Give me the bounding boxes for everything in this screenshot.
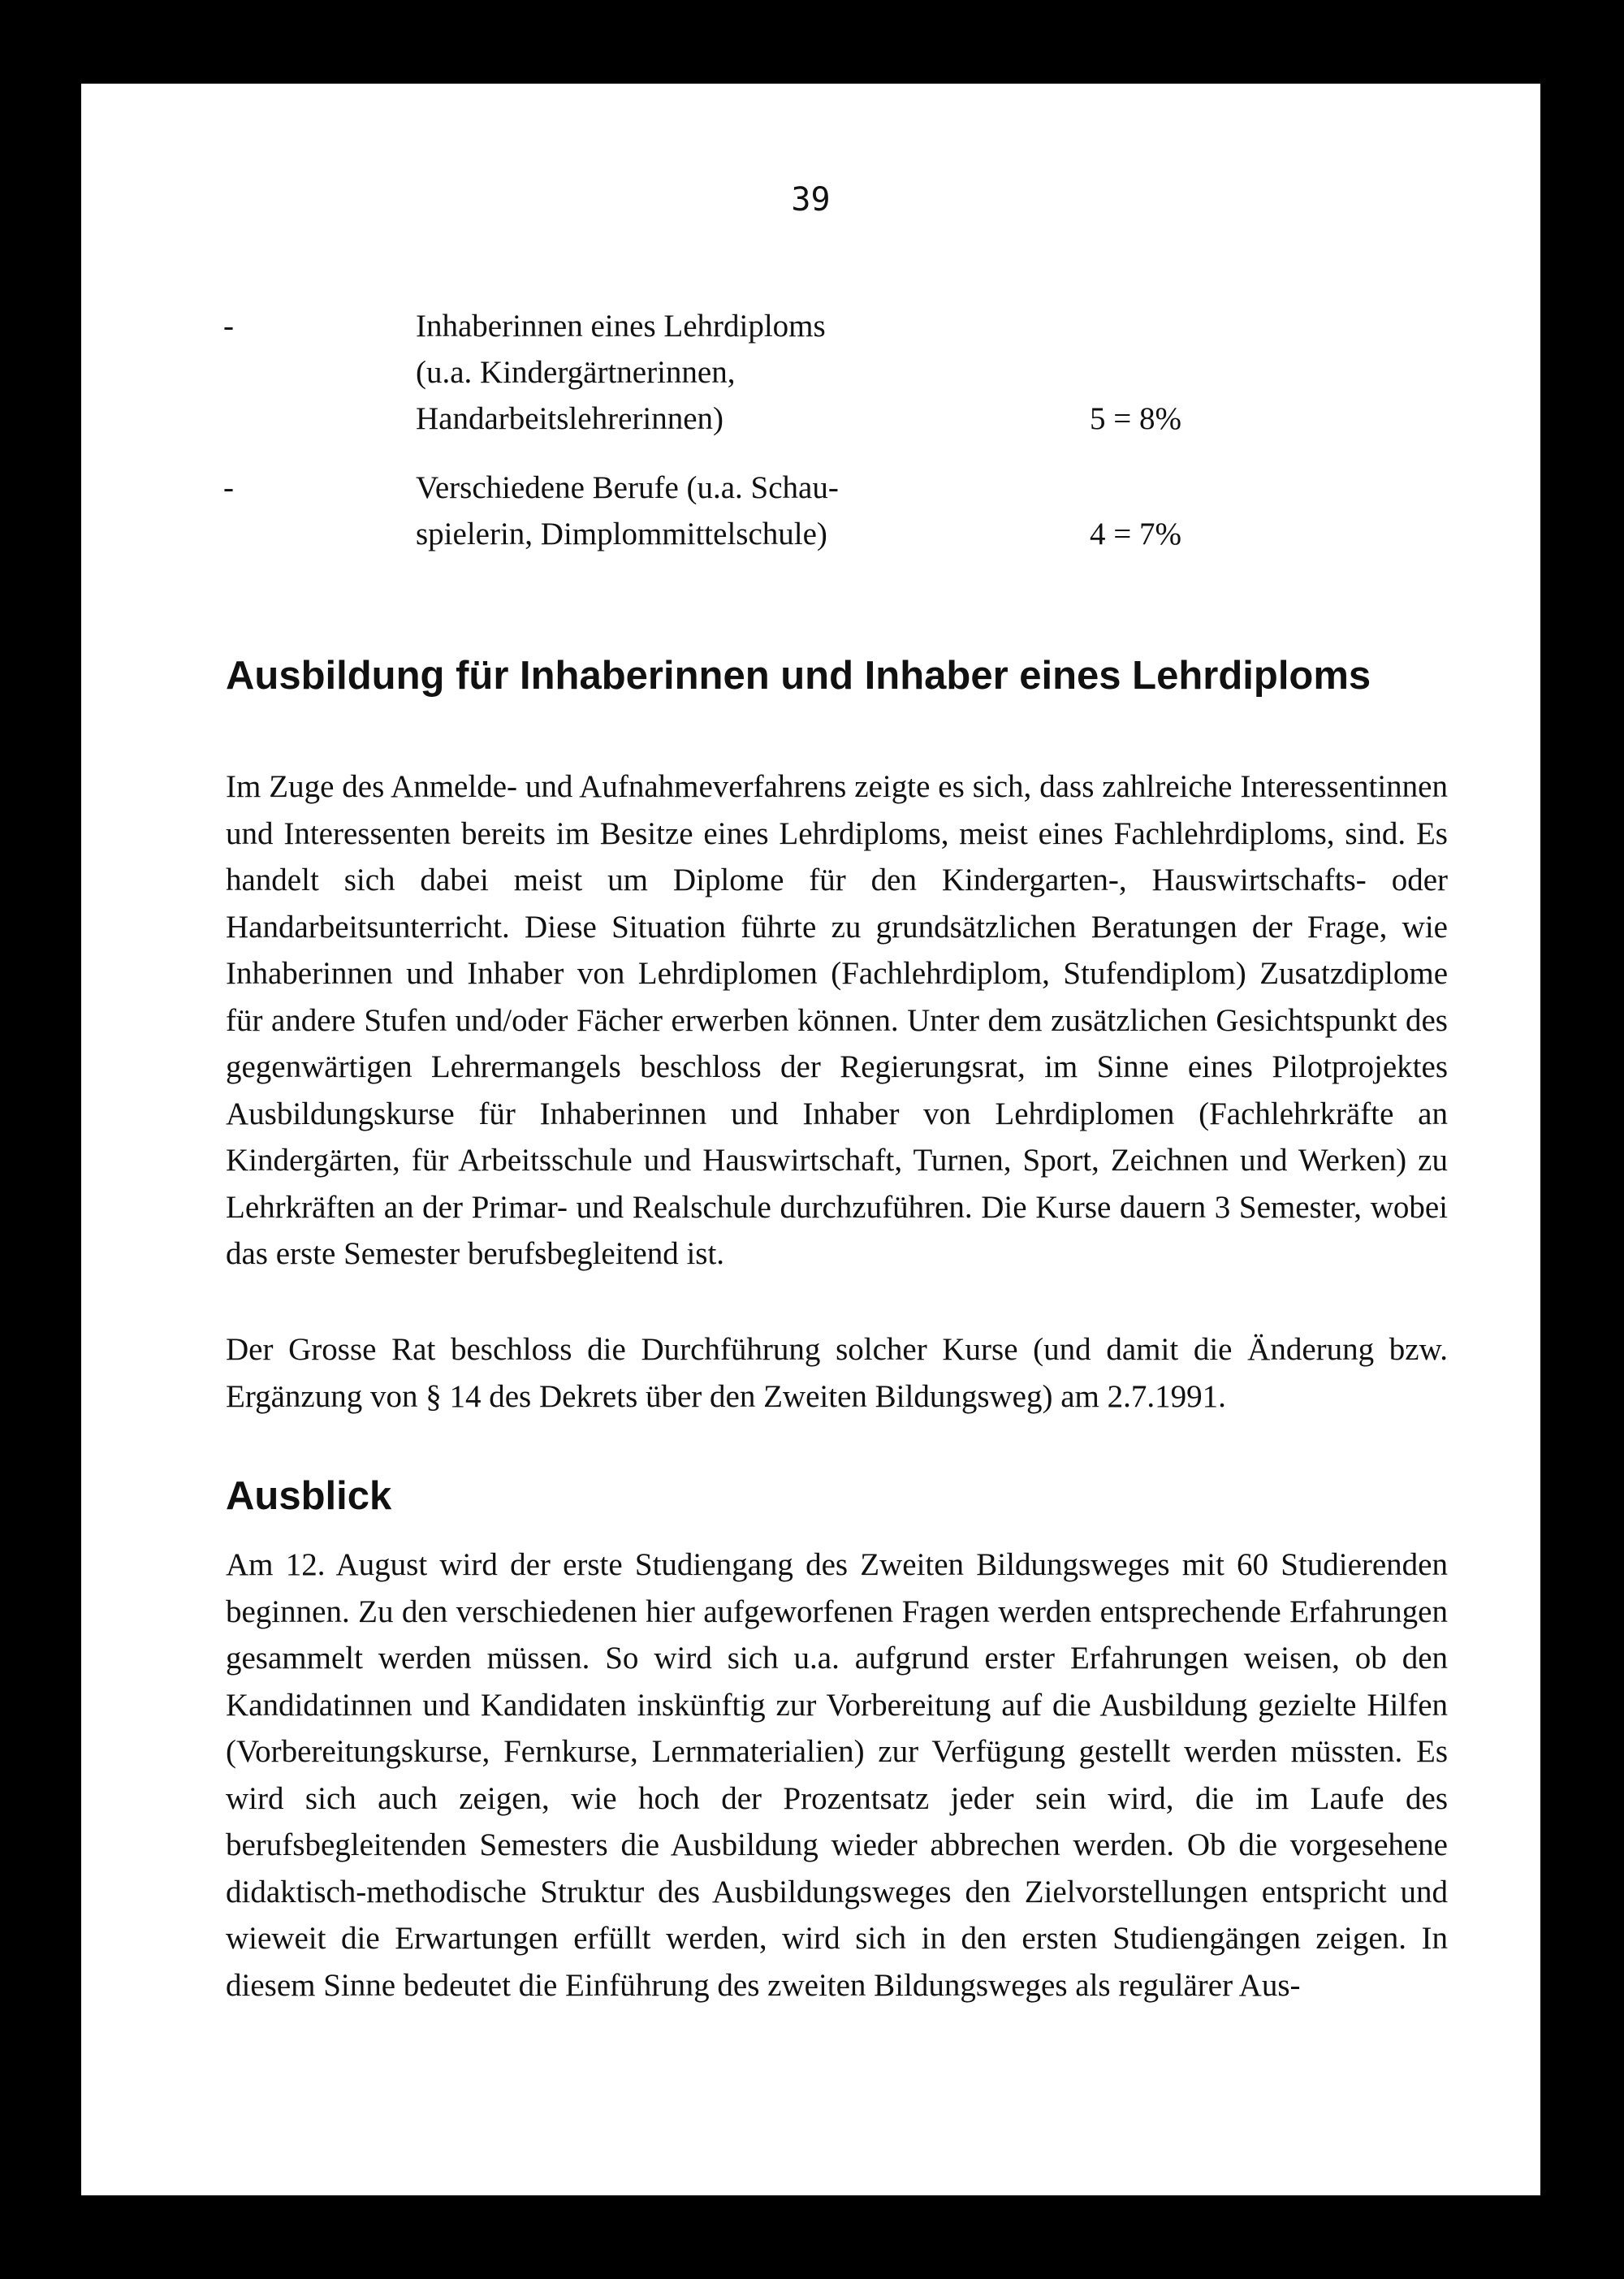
section-heading-ausbildung: Ausbildung für Inhaberinnen und Inhaber eines Lehrdiploms xyxy=(226,654,1371,698)
list-dash: - xyxy=(223,309,234,344)
list-item-line: Handarbeitslehrerinnen) xyxy=(416,401,723,436)
list-item-value: 5 = 8% xyxy=(1090,401,1181,436)
list-item-line: spielerin, Dimplommittelschule) xyxy=(416,517,827,551)
occupation-list xyxy=(223,303,1181,580)
section-heading-ausblick: Ausblick xyxy=(226,1474,392,1518)
body-paragraph: Der Grosse Rat beschloss die Durchführung solcher Kurse (und damit die Änderung bzw. Ergänzung von § 14 des Dekrets über den Zweiten Bildungsweg) am 2.7.1991. xyxy=(226,1332,1448,1414)
list-dash: - xyxy=(223,470,234,505)
list-item xyxy=(223,465,1181,557)
list-item-line: Verschiedene Berufe (u.a. Schau- xyxy=(416,470,839,505)
body-paragraph: Am 12. August wird der erste Studiengang des Zweiten Bildungsweges mit 60 Studierenden beginnen. Zu den verschiedenen hier aufgeworfenen Fragen werden entsprechende Erfahrungen gesammelt werden müssen. So wird sich u.a. aufgrund erster Erfahrungen weisen, ob den Kandidatinnen und Kandidaten inskünftig zur Vorbereitung auf die Ausbildung gezielte Hilfen (Vorbereitungskurse, Fernkurse, Lernmaterialien) zur Verfügung gestellt werden müssten. Es wird sich auch zeigen, wie hoch der Prozentsatz jeder sein wird, die im Laufe des berufsbegleitenden Semesters die Ausbildung wieder abbrechen werden. Ob die vorgesehene didaktisch-methodische Struktur des Ausbildungsweges den Zielvorstellungen entspricht und wieweit die Erwartungen erfüllt werden, wird sich in den ersten Studiengängen zeigen. In diesem Sinne bedeutet die Einführung des zweiten Bildungsweges als regulärer Aus- xyxy=(226,1547,1448,2003)
list-item-line: Inhaberinnen eines Lehrdiploms xyxy=(416,309,826,344)
list-item-value: 4 = 7% xyxy=(1090,517,1181,551)
list-item xyxy=(223,303,1181,442)
list-item-line: (u.a. Kindergärtnerinnen, xyxy=(416,355,736,390)
body-paragraph: Im Zuge des Anmelde- und Aufnahmeverfahrens zeigte es sich, dass zahlreiche Interessentinnen und Interessenten bereits im Besitze eines Lehrdiploms, meist eines Fachlehrdiploms, sind. Es handelt sich dabei meist um Diplome für den Kindergarten-, Hauswirtschafts- oder Handarbeitsunterricht. Diese Situation führte zu grundsätzlichen Beratungen der Frage, wie Inhaberinnen und Inhaber von Lehrdiplomen (Fachlehrdiplom, Stufendiplom) Zusatzdiplome für andere Stufen und/oder Fächer erwerben können. Unter dem zusätzlichen Gesichtspunkt des gegenwärtigen Lehrermangels beschloss der Regierungsrat, im Sinne eines Pilotprojektes Ausbildungskurse für Inhaberinnen und Inhaber von Lehrdiplomen (Fachlehrkräfte an Kindergärten, für Arbeitsschule und Hauswirtschaft, Turnen, Sport, Zeichnen und Werken) zu Lehrkräften an der Primar- und Realschule durchzuführen. Die Kurse dauern 3 Semester, wobei das erste Semester berufsbegleitend ist. xyxy=(226,769,1448,1271)
document-page xyxy=(81,84,1540,2195)
page-number: 39 xyxy=(791,181,831,218)
